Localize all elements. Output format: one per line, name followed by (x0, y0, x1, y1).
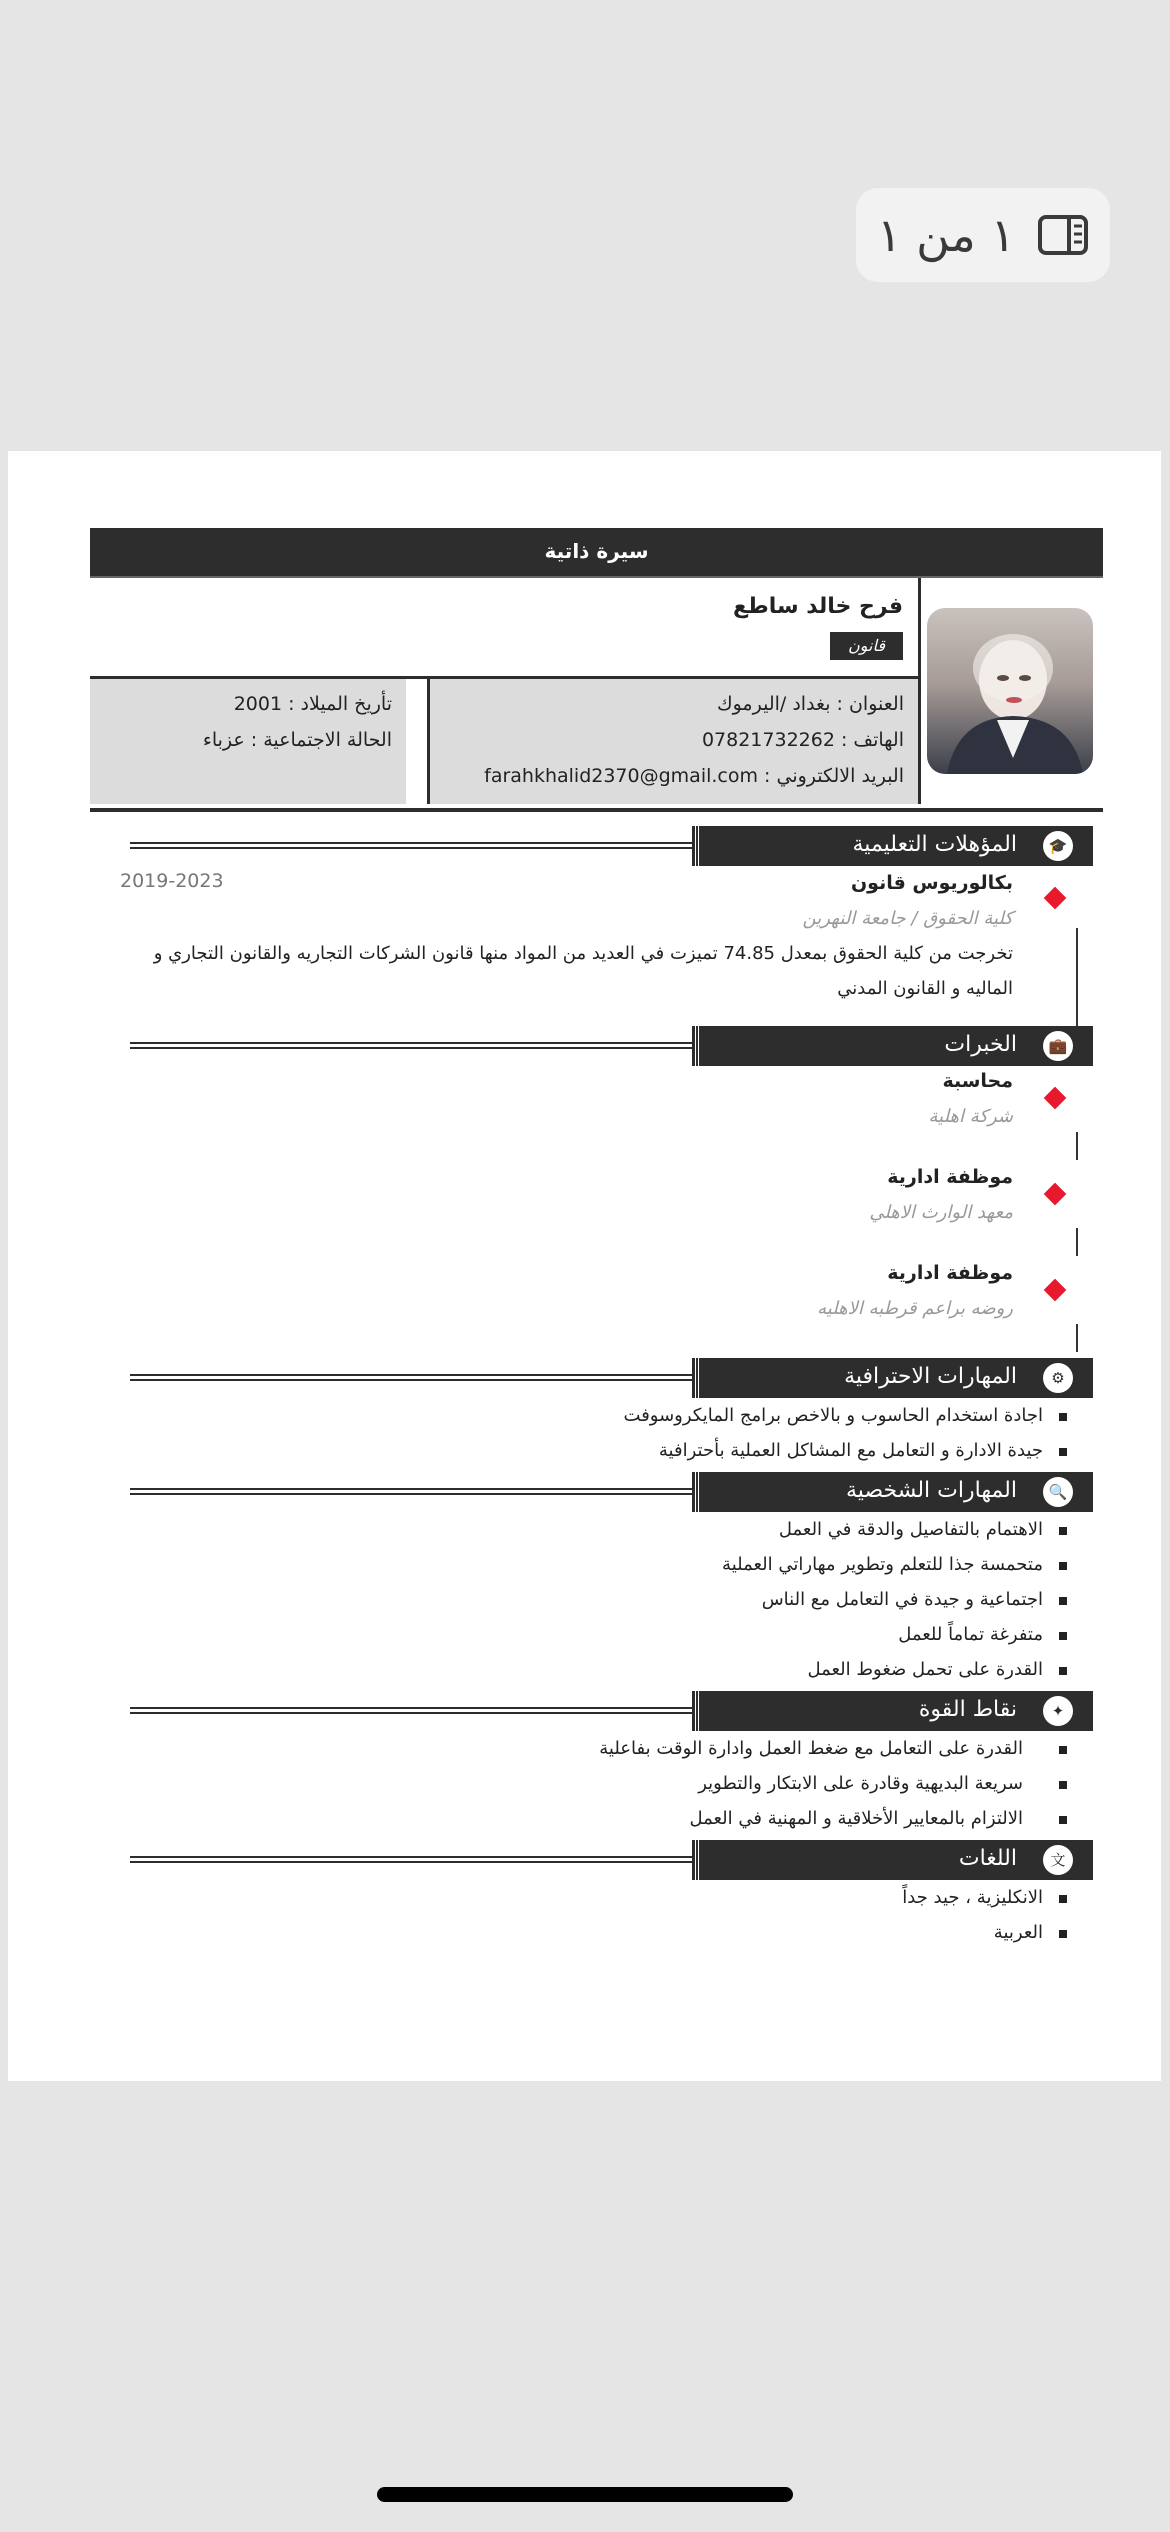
document-page (8, 451, 1161, 2081)
list-item: الالتزام بالمعايير الأخلاقية و المهنية في العمل (90, 1801, 1103, 1836)
marital-status: الحالة الاجتماعية : عزباء (202, 729, 392, 751)
person-silhouette-icon (927, 608, 1093, 774)
email: البريد الالكتروني : farahkhalid2370@gmail.com (484, 765, 904, 787)
section-professional-skills (90, 1358, 1103, 1398)
institution: كلية الحقوق / جامعة النهرين (802, 908, 1013, 929)
section-experience (90, 1026, 1103, 1066)
experience-org: معهد الوارث الاهلي (869, 1202, 1013, 1223)
section-bar (695, 1026, 1093, 1066)
section-rule (130, 842, 698, 849)
strength-icon: ✦ (1043, 1696, 1073, 1726)
list-item: الاهتمام بالتفاصيل والدقة في العمل (90, 1512, 1103, 1547)
education-entry (90, 866, 1103, 1026)
experience-title: موظفة ادارية (887, 1262, 1013, 1284)
section-title: المهارات الشخصية (846, 1478, 1017, 1503)
list-item: سريعة البديهية وقادرة على الابتكار والتطوير (90, 1766, 1103, 1801)
timeline-line (1076, 1228, 1078, 1256)
experience-title: محاسبة (942, 1070, 1013, 1092)
section-strengths (90, 1691, 1103, 1731)
timeline-line (1076, 1132, 1078, 1160)
experience-list (90, 1066, 1103, 1358)
timeline-diamond (1044, 1279, 1067, 1302)
section-title: المؤهلات التعليمية (852, 832, 1017, 857)
graduation-cap-icon: 🎓 (1043, 831, 1073, 861)
page-indicator[interactable] (856, 188, 1110, 282)
professional-skills-list (90, 1398, 1103, 1468)
cv-document (90, 528, 1103, 1950)
timeline-line (1076, 928, 1078, 1026)
timeline-diamond (1044, 1183, 1067, 1206)
briefcase-icon: 💼 (1043, 1031, 1073, 1061)
section-title: المهارات الاحترافية (844, 1364, 1017, 1389)
birth-date: تأريخ الميلاد : 2001 (233, 693, 392, 715)
contact-info (427, 679, 918, 804)
section-bar (695, 1358, 1093, 1398)
list-item: اجادة استخدام الحاسوب و بالاخص برامج المايكروسوفت (90, 1398, 1103, 1433)
cv-title: سيرة ذاتية (90, 528, 1103, 578)
section-bar (695, 826, 1093, 866)
profile-photo (927, 608, 1093, 774)
list-item: اجتماعية و جيدة في التعامل مع الناس (90, 1582, 1103, 1617)
timeline-line (1076, 1324, 1078, 1352)
list-item: القدرة على التعامل مع ضغط العمل وادارة الوقت بفاعلية (90, 1731, 1103, 1766)
home-indicator[interactable] (377, 2487, 793, 2502)
strengths-list (90, 1731, 1103, 1836)
list-item: جيدة الادارة و التعامل مع المشاكل العملية بأحترافية (90, 1433, 1103, 1468)
timeline-diamond (1044, 1087, 1067, 1110)
timeline-diamond (1044, 887, 1067, 910)
section-bar (695, 1691, 1093, 1731)
phone: الهاتف : 07821732262 (701, 729, 904, 751)
section-rule (130, 1374, 698, 1381)
education-description: تخرجت من كلية الحقوق بمعدل 74.85 تميزت في العديد من المواد منها قانون الشركات التجاريه والقانون التجاري و الماليه و القانون المدني (153, 943, 1013, 999)
list-item: الانكليزية ، جيد جداً (90, 1880, 1103, 1915)
role-badge: قانون (830, 632, 903, 660)
section-rule (130, 1042, 698, 1049)
list-item: القدرة على تحمل ضغوط العمل (90, 1652, 1103, 1687)
education-date: 2019-2023 (120, 870, 224, 892)
section-rule (130, 1856, 698, 1863)
section-rule (130, 1707, 698, 1714)
section-personal-skills (90, 1472, 1103, 1512)
personal-info (90, 679, 406, 804)
user-gear-icon: ⚙ (1043, 1363, 1073, 1393)
experience-org: شركة اهلية (928, 1106, 1013, 1127)
user-search-icon: 🔍 (1043, 1477, 1073, 1507)
name-row (90, 578, 918, 679)
address: العنوان : بغداد /اليرموك (716, 693, 904, 715)
list-item: العربية (90, 1915, 1103, 1950)
experience-org: روضه براعم قرطبه الاهليه (817, 1298, 1013, 1319)
section-education (90, 826, 1103, 866)
cv-header (90, 578, 1103, 812)
section-title: الخبرات (944, 1032, 1017, 1057)
photo-cell (918, 578, 1103, 804)
section-title: اللغات (958, 1846, 1017, 1871)
personal-skills-list (90, 1512, 1103, 1687)
section-languages (90, 1840, 1103, 1880)
language-icon: 文 (1043, 1845, 1073, 1875)
experience-title: موظفة ادارية (887, 1166, 1013, 1188)
degree: بكالوريوس قانون (850, 872, 1013, 894)
section-title: نقاط القوة (918, 1697, 1017, 1722)
languages-list (90, 1880, 1103, 1950)
sidebar-toggle-icon (1037, 214, 1089, 256)
section-bar (695, 1472, 1093, 1512)
section-rule (130, 1488, 698, 1495)
full-name: فرح خالد ساطع (733, 594, 903, 619)
section-bar (695, 1840, 1093, 1880)
page-count: ١ من ١ (876, 208, 1016, 262)
list-item: متحمسة جذا للتعلم وتطوير مهاراتي العملية (90, 1547, 1103, 1582)
list-item: متفرغة تماماً للعمل (90, 1617, 1103, 1652)
